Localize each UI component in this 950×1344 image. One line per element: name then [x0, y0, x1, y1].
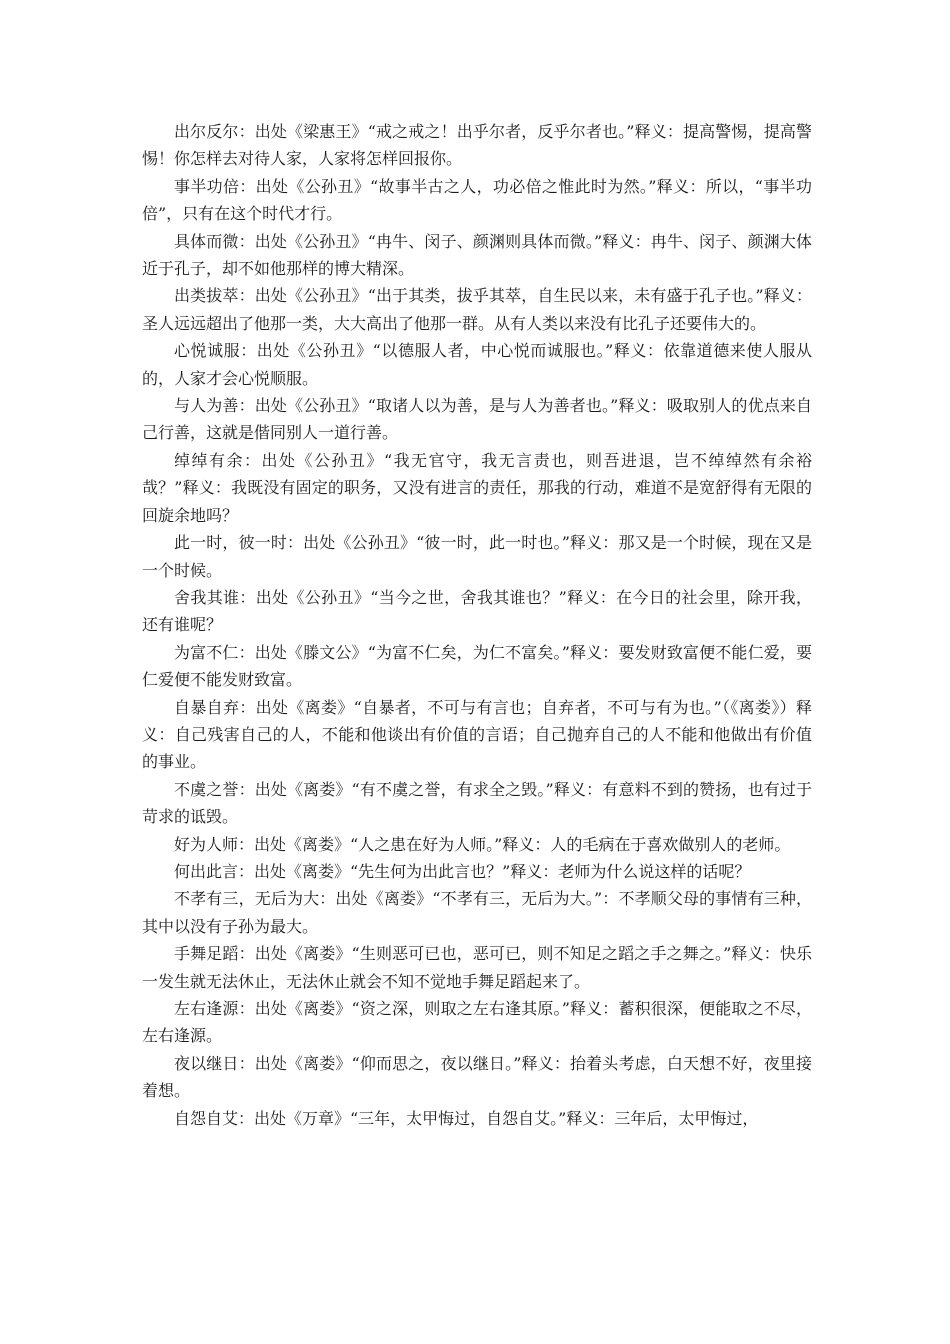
paragraph-idiom-19: 自怨自艾：出处《万章》“三年，太甲悔过，自怨自艾。”释义：三年后，太甲悔过， [174, 1108, 759, 1128]
paragraph-idiom-11: 自暴自弃：出处《离娄》“自暴者，不可与有言也；自弃者，不可与有为也。”（《离娄》）释义：自己残害自己的人，不能和他谈出有价值的言语；自己抛弃自己的人不能和他做出有价值的事业。 [142, 697, 812, 772]
paragraph-idiom-10: 为富不仁：出处《滕文公》“为富不仁矣，为仁不富矣。”释义：要发财致富便不能仁爱，要仁爱便不能发财致富。 [142, 642, 812, 690]
paragraph-idiom-8: 此一时，彼一时：出处《公孙丑》“彼一时，此一时也。”释义：那又是一个时候，现在又是一个时候。 [142, 533, 812, 580]
paragraph-idiom-9: 舍我其谁：出处《公孙丑》“当今之世，舍我其谁也？”释义：在今日的社会里，除开我，还有谁呢？ [142, 587, 812, 635]
paragraph-idiom-18: 夜以继日：出处《离娄》“仰而思之，夜以继日。”释义：抬着头考虑，白天想不好，夜里接着想。 [142, 1053, 812, 1101]
paragraph-idiom-1: 出尔反尔：出处《梁惠王》“戒之戒之！出乎尔者，反乎尔者也。”释义：提高警惕，提高警惕！你怎样去对待人家，人家将怎样回报你。 [142, 122, 812, 169]
paragraph-idiom-14: 何出此言：出处《离娄》“先生何为出此言也？”释义：老师为什么说这样的话呢？ [174, 861, 751, 881]
paragraph-idiom-15: 不孝有三，无后为大：出处《离娄》“不孝有三，无后为大。”：不孝顺父母的事情有三种，其中以没有子孙为最大。 [142, 889, 812, 936]
paragraph-idiom-13: 好为人师：出处《离娄》“人之患在好为人师。”释义：人的毛病在于喜欢做别人的老师。 [174, 834, 791, 854]
paragraph-idiom-5: 心悦诚服：出处《公孙丑》“以德服人者，中心悦而诚服也。”释义：依靠道德来使人服从的，人家才会心悦顺服。 [142, 341, 812, 388]
paragraph-idiom-16: 手舞足蹈：出处《离娄》“生则恶可已也，恶可已，则不知足之蹈之手之舞之。”释义：快乐一发生就无法休止，无法休止就会不知不觉地手舞足蹈起来了。 [142, 944, 812, 991]
paragraph-idiom-12: 不虞之誉：出处《离娄》“有不虞之誉，有求全之毁。”释义：有意料不到的赞扬，也有过于苛求的诋毁。 [142, 779, 812, 827]
paragraph-idiom-7: 绰绰有余：出处《公孙丑》“我无官守，我无言责也，则吾进退，岂不绰绰然有余裕哉？”释义：我既没有固定的职务，又没有进言的责任，那我的行动，难道不是宽舒得有无限的回旋余地吗？ [142, 450, 812, 525]
paragraph-idiom-17: 左右逢源：出处《离娄》“资之深，则取之左右逢其原。”释义：蓄积很深，便能取之不尽，左右逢源。 [142, 999, 812, 1046]
paragraph-idiom-4: 出类拔萃：出处《公孙丑》“出于其类，拔乎其萃，自生民以来，未有盛于孔子也。”释义：圣人远远超出了他那一类，大大高出了他那一群。从有人类以来没有比孔子还要伟大的。 [142, 286, 812, 333]
paragraph-idiom-3: 具体而微：出处《公孙丑》“冉牛、闵子、颜渊则具体而微。”释义：冉牛、闵子、颜渊大体近于孔子，却不如他那样的博大精深。 [142, 231, 812, 279]
paragraph-idiom-2: 事半功倍：出处《公孙丑》“故事半古之人，功必倍之惟此时为然。”释义：所以，“事半功倍”，只有在这个时代才行。 [142, 176, 812, 224]
document-page [142, 118, 812, 1132]
paragraph-idiom-6: 与人为善：出处《公孙丑》“取诸人以为善，是与人为善者也。”释义：吸取别人的优点来自己行善，这就是偕同别人一道行善。 [142, 396, 812, 443]
